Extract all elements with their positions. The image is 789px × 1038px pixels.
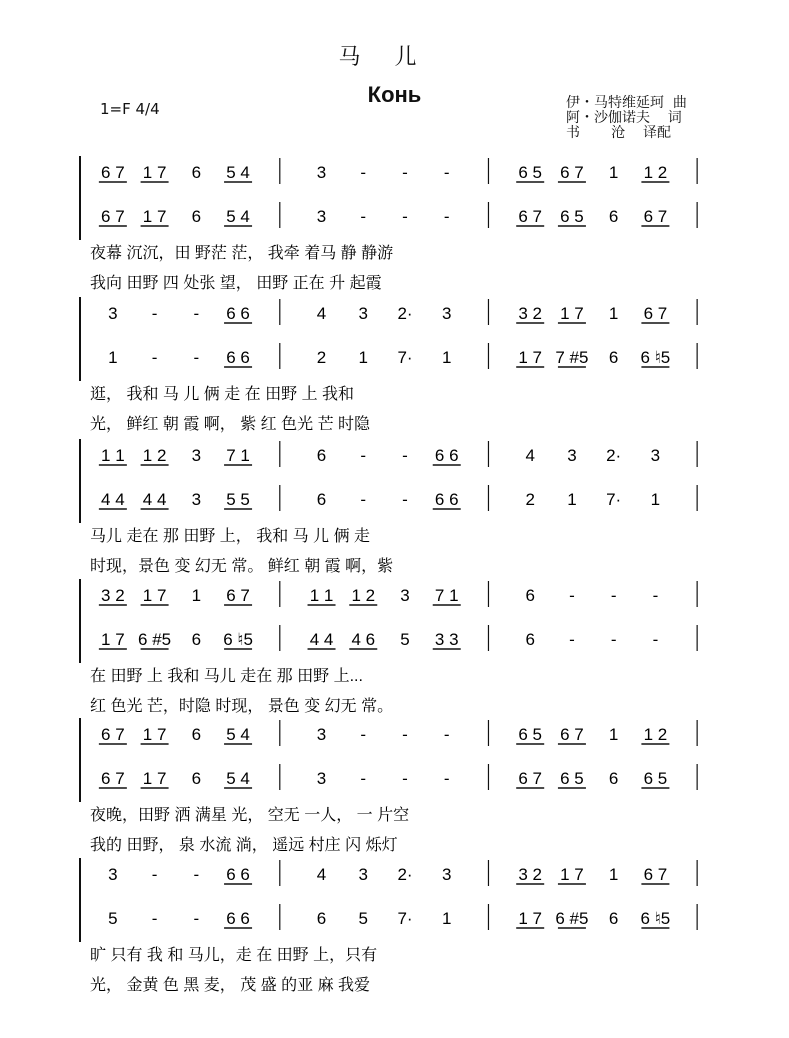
note-token: 6 xyxy=(525,630,535,649)
note-token: - xyxy=(151,348,158,367)
note-token: 4 xyxy=(316,304,327,323)
lyric-line: 逛， 我和 马 儿 俩 走 在 田野 上 我和 xyxy=(90,386,355,403)
song-title-chinese: 马儿 xyxy=(338,45,451,70)
note-token: 6 7 xyxy=(101,207,125,226)
note-token: 3 xyxy=(358,304,369,323)
credit-translator: 书 沧 译配 xyxy=(566,125,671,141)
note-token: 6 #5 xyxy=(138,630,172,649)
note-token: 1 xyxy=(191,586,202,605)
note-token: 1 xyxy=(608,304,619,323)
credit-composer: 伊・马特维延珂 曲 xyxy=(566,95,687,111)
note-token: - xyxy=(360,207,367,226)
note-token: - xyxy=(443,207,450,226)
note-token: 1 xyxy=(650,490,661,509)
note-token: 1 1 xyxy=(309,586,334,605)
note-token: 3 xyxy=(441,304,452,323)
note-token: 6 7 xyxy=(643,865,668,884)
note-token: 3 xyxy=(191,446,202,465)
note-token: - xyxy=(360,769,367,788)
note-token: 6 7 xyxy=(101,769,125,788)
note-token: 4 4 xyxy=(309,630,334,649)
note-token: 1 xyxy=(358,348,369,367)
note-token: - xyxy=(443,163,450,182)
note-token: 1 7 xyxy=(142,725,167,744)
song-title-russian: Конь xyxy=(367,82,422,107)
note-token: 1 7 xyxy=(142,586,167,605)
note-token: 3 xyxy=(400,586,410,605)
note-token: 1 2 xyxy=(643,725,668,744)
note-token: 5 xyxy=(108,909,118,928)
lyric-line: 时现，景色 变 幻无 常。 鲜红 朝 霞 啊，紫 xyxy=(90,558,394,575)
note-token: - xyxy=(402,490,408,509)
lyric-line: 马儿 走在 那 田野 上， 我和 马 儿 俩 走 xyxy=(90,528,371,545)
note-token: 5 4 xyxy=(226,163,250,182)
note-token: 1 2 xyxy=(142,446,167,465)
key-signature: 1=F 4/4 xyxy=(100,100,160,118)
note-token: 1 xyxy=(108,348,118,367)
lyric-line: 光， 鲜红 朝 霞 啊， 紫 红 色光 芒 时隐 xyxy=(90,416,371,433)
note-token: 6 7 xyxy=(560,163,584,182)
note-token: 1 7 xyxy=(560,304,584,323)
note-token: 2· xyxy=(397,304,413,323)
lyric-line: 夜幕 沉沉，田 野茫 茫， 我牵 着马 静 静游 xyxy=(90,245,394,262)
lyric-line: 在 田野 上 我和 马儿 走在 那 田野 上... xyxy=(90,668,363,685)
lyric-line: 光， 金黄 色 黑 麦， 茂 盛 的亚 麻 我爱 xyxy=(90,977,371,994)
note-token: 6 6 xyxy=(226,909,250,928)
note-token: 1 7 xyxy=(560,865,584,884)
note-token: 6 xyxy=(608,769,619,788)
note-token: 6 xyxy=(191,769,202,788)
note-token: 1 7 xyxy=(142,207,167,226)
note-token: 6 xyxy=(191,725,202,744)
note-token: 1 7 xyxy=(142,769,167,788)
note-token: 6 xyxy=(608,207,619,226)
note-token: - xyxy=(569,630,575,649)
note-token: 6 7 xyxy=(518,769,543,788)
note-token: - xyxy=(151,909,158,928)
note-token: 1 7 xyxy=(518,348,543,367)
note-token: 6 xyxy=(608,348,619,367)
note-token: 3 xyxy=(108,865,118,884)
note-token: 1 xyxy=(441,909,452,928)
note-token: 1 7 xyxy=(101,630,125,649)
note-token: 2 xyxy=(316,348,327,367)
note-token: 5 5 xyxy=(226,490,250,509)
note-token: 6 xyxy=(191,163,202,182)
note-token: 6 5 xyxy=(560,769,584,788)
note-token: 6 xyxy=(191,630,202,649)
note-token: 3 xyxy=(316,207,327,226)
note-token: 7· xyxy=(606,490,622,509)
note-token: 3 xyxy=(567,446,577,465)
note-token: - xyxy=(443,725,450,744)
note-token: 6 5 xyxy=(560,207,584,226)
note-token: 3 xyxy=(441,865,452,884)
note-token: 4 4 xyxy=(142,490,167,509)
note-token: - xyxy=(569,586,575,605)
note-token: 3 2 xyxy=(518,865,543,884)
note-token: 3 xyxy=(316,769,327,788)
credit-lyricist: 阿・沙伽诺夫 词 xyxy=(566,110,682,126)
note-token: 7 1 xyxy=(434,586,459,605)
note-token: 6 6 xyxy=(226,304,250,323)
note-token: - xyxy=(402,769,408,788)
note-token: 6 7 xyxy=(560,725,584,744)
note-token: 6 ♮5 xyxy=(640,348,671,367)
note-token: 2· xyxy=(397,865,413,884)
note-token: 4 xyxy=(316,865,327,884)
note-token: 6 xyxy=(608,909,619,928)
note-token: 6 7 xyxy=(518,207,543,226)
note-token: - xyxy=(652,586,659,605)
note-token: 5 xyxy=(400,630,410,649)
note-token: 1 xyxy=(608,163,619,182)
note-token: 2 xyxy=(525,490,535,509)
note-token: 7· xyxy=(397,348,413,367)
note-token: 6 5 xyxy=(643,769,668,788)
note-token: 7· xyxy=(397,909,413,928)
note-token: - xyxy=(443,769,450,788)
note-token: - xyxy=(402,725,408,744)
note-token: 6 7 xyxy=(226,586,250,605)
note-token: 6 7 xyxy=(101,163,125,182)
note-token: 3 xyxy=(316,725,327,744)
note-token: 7 1 xyxy=(226,446,250,465)
lyric-line: 我向 田野 四 处张 望， 田野 正在 升 起霞 xyxy=(90,275,382,292)
note-token: 5 4 xyxy=(226,769,250,788)
note-token: - xyxy=(151,304,158,323)
note-token: 3 xyxy=(191,490,202,509)
note-token: - xyxy=(402,163,408,182)
note-token: - xyxy=(193,348,200,367)
note-token: 7 #5 xyxy=(555,348,589,367)
note-token: 1 1 xyxy=(101,446,125,465)
note-token: - xyxy=(193,909,200,928)
note-token: 6 #5 xyxy=(555,909,589,928)
note-token: 6 6 xyxy=(434,446,459,465)
note-token: - xyxy=(360,163,367,182)
note-token: 6 xyxy=(525,586,535,605)
lyric-line: 红 色光 芒，时隐 时现， 景色 变 幻无 常。 xyxy=(90,698,394,715)
note-token: 6 xyxy=(316,909,327,928)
note-token: 5 4 xyxy=(226,725,250,744)
note-token: 6 ♮5 xyxy=(223,630,253,649)
note-token: 5 4 xyxy=(226,207,250,226)
note-token: 1 7 xyxy=(518,909,543,928)
lyric-line: 夜晚，田野 洒 满星 光， 空无 一人， 一 片空 xyxy=(90,807,410,824)
note-token: 4 6 xyxy=(351,630,376,649)
note-token: 3 2 xyxy=(518,304,543,323)
note-token: 6 5 xyxy=(518,163,543,182)
note-token: 1 2 xyxy=(351,586,376,605)
note-token: - xyxy=(360,490,367,509)
note-token: 6 xyxy=(191,207,202,226)
note-token: 6 7 xyxy=(101,725,125,744)
note-token: 1 xyxy=(441,348,452,367)
note-token: - xyxy=(360,725,367,744)
note-token: 3 xyxy=(316,163,327,182)
note-token: 6 6 xyxy=(226,865,250,884)
note-token: 6 7 xyxy=(643,304,668,323)
note-token: - xyxy=(193,304,200,323)
note-token: 1 xyxy=(608,865,619,884)
note-token: - xyxy=(402,207,408,226)
note-token: 2· xyxy=(606,446,622,465)
note-token: - xyxy=(610,586,617,605)
note-token: 4 xyxy=(525,446,535,465)
note-token: 6 5 xyxy=(518,725,543,744)
note-token: 4 4 xyxy=(101,490,125,509)
note-token: - xyxy=(610,630,617,649)
note-token: 1 xyxy=(567,490,577,509)
note-token: 3 xyxy=(358,865,369,884)
note-token: 6 7 xyxy=(643,207,668,226)
note-token: - xyxy=(151,865,158,884)
lyric-line: 旷 只有 我 和 马儿，走 在 田野 上，只有 xyxy=(90,947,378,964)
note-token: 5 xyxy=(358,909,369,928)
note-token: 6 ♮5 xyxy=(640,909,671,928)
note-token: 1 2 xyxy=(643,163,668,182)
note-token: - xyxy=(402,446,408,465)
note-token: - xyxy=(360,446,367,465)
note-token: 3 3 xyxy=(434,630,459,649)
note-token: 6 6 xyxy=(434,490,459,509)
note-token: - xyxy=(193,865,200,884)
note-token: 3 xyxy=(650,446,661,465)
note-token: 6 xyxy=(316,446,327,465)
note-token: 3 2 xyxy=(101,586,125,605)
note-token: 1 xyxy=(608,725,619,744)
note-token: 3 xyxy=(108,304,118,323)
note-token: 1 7 xyxy=(142,163,167,182)
lyric-line: 我的 田野， 泉 水流 淌， 遥远 村庄 闪 烁灯 xyxy=(90,837,398,854)
note-token: - xyxy=(652,630,659,649)
note-token: 6 xyxy=(316,490,327,509)
note-token: 6 6 xyxy=(226,348,250,367)
